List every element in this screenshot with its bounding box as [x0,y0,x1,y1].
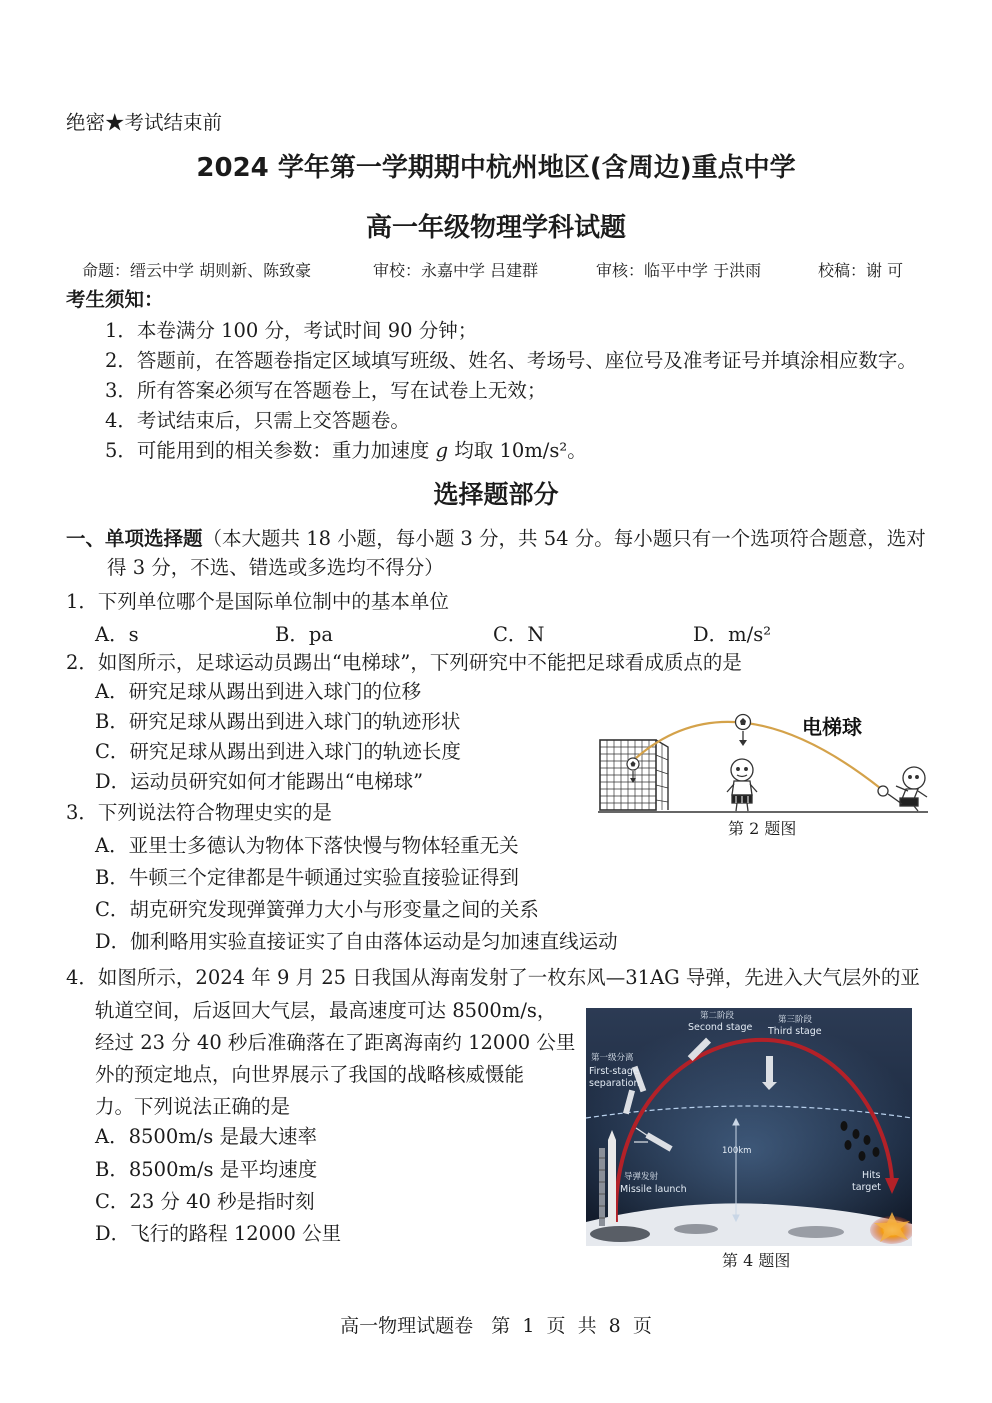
ball-near-goal [627,758,639,783]
question-4-stem [66,966,920,990]
credit-proposition: 命题：缙云中学 胡则新、陈致豪 [82,261,312,280]
question-number: 4． [66,966,98,989]
label-target-en-1: Hits [862,1170,881,1181]
option-text: m/s² [728,623,772,646]
option-text: 研究足球从踢出到进入球门的位移 [128,680,422,703]
label-stage2-cn: 第二阶段 [700,1011,735,1021]
gravity-symbol: g [435,439,449,462]
notice-item [105,319,477,343]
option-label: C． [95,898,130,921]
option-label: D． [95,770,131,793]
option-text: 亚里士多德认为物体下落快慢与物体轻重无关 [128,834,519,857]
notice-item-text: 本卷满分 100 分，考试时间 90 分钟； [136,319,478,342]
notice-item-text: 考试结束后，只需上交答题卷。 [136,409,410,432]
notice-item [105,409,410,433]
label-stage3-en: Third stage [768,1026,822,1037]
label-separation-en-2: separation [589,1078,640,1089]
option-label: D． [95,930,131,953]
notice-heading: 考生须知： [66,288,164,311]
label-separation-cn: 第一级分离 [591,1053,634,1063]
option-label: B． [95,866,129,889]
question-4-option-d [95,1222,341,1246]
credit-review: 审校：永嘉中学 吕建群 [373,261,539,280]
question-1-option-d [693,623,771,647]
option-text: N [527,623,545,646]
option-label: A． [95,623,129,646]
notice-item-text: 答题前，在答题卷指定区域填写班级、姓名、考场号、座位号及准考证号并填涂相应数字。 [136,349,917,372]
option-text: 胡克研究发现弹簧弹力大小与形变量之间的关系 [129,898,539,921]
label-target-en-2: target [852,1182,881,1193]
question-2-option-c [95,740,461,764]
option-text: 研究足球从踢出到进入球门的轨迹形状 [128,710,461,733]
question-4-stem-cont: 外的预定地点，向世界展示了我国的战略核威慑能 [95,1063,525,1086]
question-number: 2． [66,651,98,674]
part-description: （本大题共 18 小题，每小题 3 分，共 54 分。每小题只有一个选项符合题意，选对 [202,527,926,550]
credit-proofread: 校稿：谢 可 [818,261,904,280]
notice-item [105,349,917,373]
question-text: 如图所示，2024 年 9 月 25 日我国从海南发射了一枚东风—31AG 导弹，先进入大气层外的亚 [97,966,920,989]
page-footer: 高一物理试题卷 第 1 页 共 8 页 [340,1315,652,1337]
option-text: 8500m/s 是平均速度 [128,1158,318,1181]
part-heading-line [66,527,926,551]
notice-item-number: 1． [105,319,137,342]
figure-2-caption: 第 2 题图 [728,819,797,838]
label-stage3-cn: 第三阶段 [778,1015,813,1025]
option-label: D． [95,1222,131,1245]
question-2-option-d [95,770,423,794]
question-1-option-b [275,623,333,647]
question-4-stem-cont: 力。下列说法正确的是 [95,1095,291,1118]
question-1-stem [66,590,449,614]
section-title: 选择题部分 [433,480,559,509]
question-text: 如图所示，足球运动员踢出“电梯球”，下列研究中不能把足球看成质点的是 [97,651,742,674]
question-number: 1． [66,590,98,613]
notice-item [105,379,546,403]
question-3-stem [66,801,332,825]
part-heading: 一、单项选择题 [66,527,203,550]
option-label: D． [693,623,729,646]
notice-item-number: 4． [105,409,137,432]
elevator-ball-label: 电梯球 [802,715,862,739]
question-3-option-a [95,834,519,858]
option-label: B． [95,1158,129,1181]
question-1-option-c [493,623,544,647]
label-launch-cn: 导弹发射 [624,1172,659,1182]
option-label: A． [95,680,129,703]
question-2-stem [66,651,742,675]
option-label: A． [95,834,129,857]
credit-audit: 审核：临平中学 于洪雨 [596,261,762,280]
option-text: pa [308,623,333,646]
confidential-mark: 绝密★考试结束前 [66,111,223,134]
option-label: C． [493,623,528,646]
goal-net [600,740,668,810]
question-1-option-a [95,623,139,647]
question-4-stem-cont: 轨道空间，后返回大气层，最高速度可达 8500m/s， [95,999,557,1022]
notice-item-number: 3． [105,379,137,402]
question-4-stem-cont: 经过 23 分 40 秒后准确落在了距离海南约 12000 公里 [95,1031,576,1054]
ball-at-apex [736,715,751,747]
question-2-option-a [95,680,421,704]
option-text: 牛顿三个定律都是牛顿通过实验直接验证得到 [128,866,519,889]
option-label: C． [95,740,130,763]
exam-title: 2024 学年第一学期期中杭州地区(含周边)重点中学 [196,153,796,183]
question-2-option-b [95,710,460,734]
notice-item [105,439,587,463]
label-launch-en: Missile launch [620,1184,687,1195]
notice-item-text-after: 均取 10m/s²。 [448,439,587,462]
label-altitude: 100km [722,1146,752,1156]
elevator-ball-figure [596,700,930,816]
question-3-option-c [95,898,539,922]
question-4-option-b [95,1158,317,1182]
option-text: s [128,623,139,646]
defender-player [727,759,757,811]
label-separation-en-1: First-stage [589,1066,639,1077]
option-text: 伽利略用实验直接证实了自由落体运动是匀加速直线运动 [130,930,618,953]
option-text: 8500m/s 是最大速率 [128,1125,317,1148]
notice-item-number: 2． [105,349,137,372]
notice-item-number: 5． [105,439,137,462]
notice-item-text: 可能用到的相关参数：重力加速度 [136,439,436,462]
exam-subtitle: 高一年级物理学科试题 [365,213,626,243]
option-label: B． [275,623,309,646]
missile-trajectory-figure [586,1008,912,1246]
option-text: 研究足球从踢出到进入球门的轨迹长度 [129,740,461,763]
question-3-option-b [95,866,519,890]
question-number: 3． [66,801,98,824]
question-text: 下列单位哪个是国际单位制中的基本单位 [97,590,449,613]
option-label: B． [95,710,129,733]
question-text: 下列说法符合物理史实的是 [97,801,332,824]
label-stage2-en: Second stage [688,1022,753,1033]
option-label: A． [95,1125,129,1148]
question-4-option-c [95,1190,315,1214]
kicker-player [878,767,927,811]
question-3-option-d [95,930,618,954]
option-text: 运动员研究如何才能踢出“电梯球” [130,770,424,793]
part-description-cont: 得 3 分，不选、错选或多选均不得分） [107,556,444,579]
question-4-option-a [95,1125,317,1149]
option-text: 飞行的路程 12000 公里 [130,1222,342,1245]
option-label: C． [95,1190,130,1213]
notice-item-text: 所有答案必须写在答题卷上，写在试卷上无效； [136,379,547,402]
option-text: 23 分 40 秒是指时刻 [129,1190,315,1213]
figure-4-caption: 第 4 题图 [722,1251,791,1270]
